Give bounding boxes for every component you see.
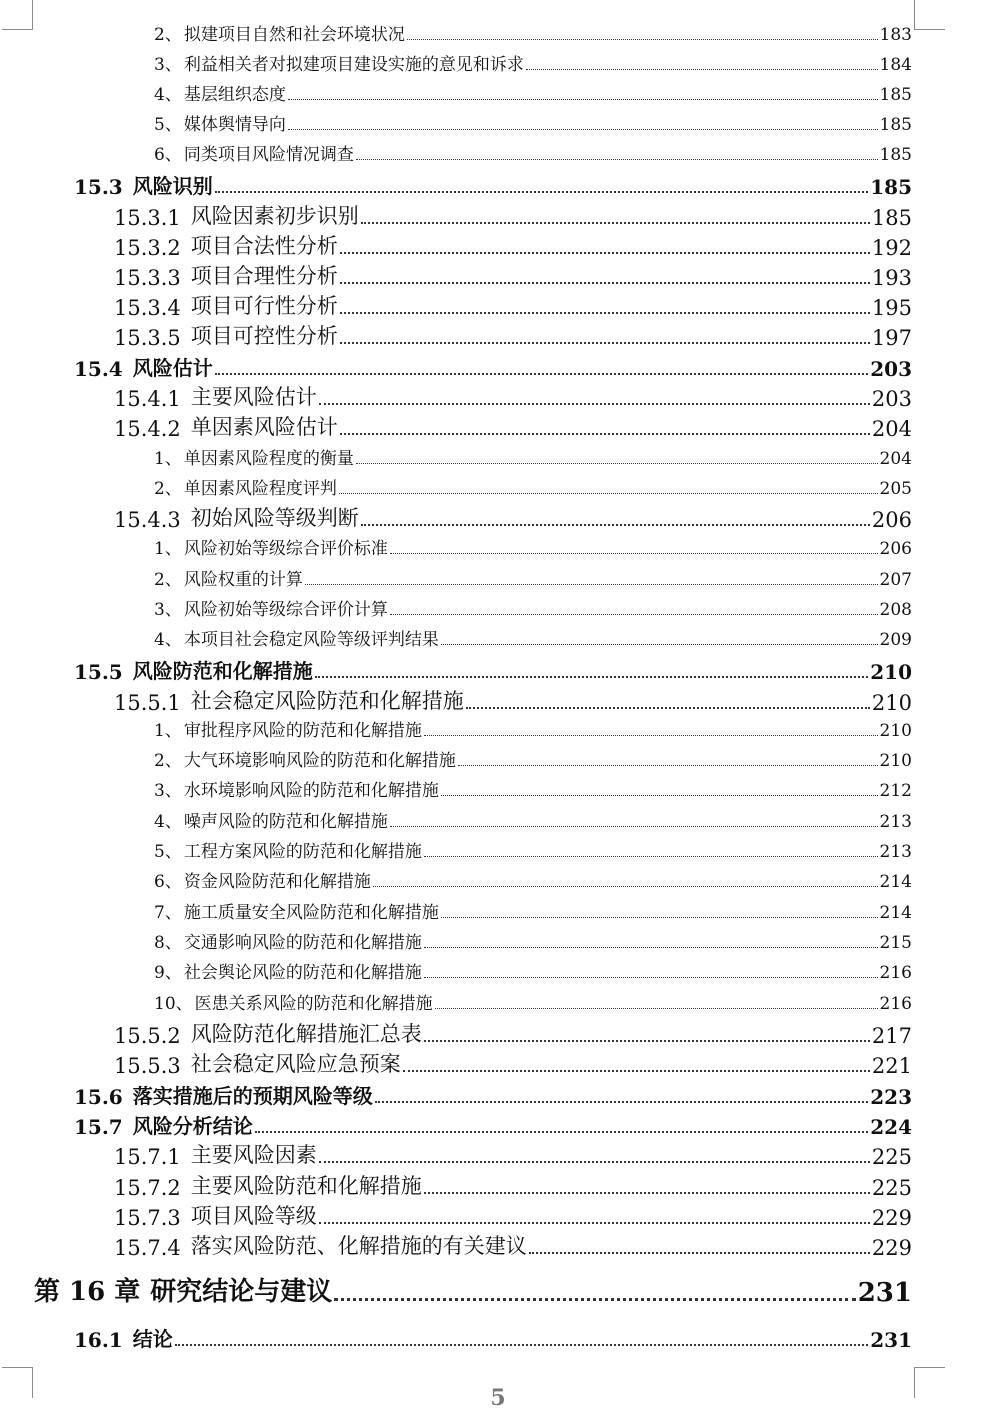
- toc-entry-title: 风险防范化解措施汇总表: [190, 1022, 422, 1046]
- toc-entry-title: 利益相关者对拟建项目建设实施的意见和诉求: [183, 55, 524, 75]
- toc-leader-dots: [319, 1161, 870, 1163]
- toc-entry[interactable]: [154, 810, 912, 832]
- toc-leader-dots: [526, 69, 878, 70]
- toc-entry[interactable]: [154, 447, 912, 469]
- toc-entry-title: 单因素风险程度的衡量: [183, 449, 354, 469]
- toc-entry[interactable]: [154, 961, 912, 983]
- toc-entry-page: 213: [879, 812, 912, 832]
- toc-leader-dots: [466, 707, 870, 709]
- toc-leader-dots: [356, 463, 878, 464]
- toc-entry-page: 185: [870, 175, 912, 199]
- toc-entry-page: 208: [879, 600, 912, 620]
- toc-entry-number: 5、: [154, 842, 182, 862]
- toc-entry-page: 210: [870, 660, 912, 684]
- toc-entry-title: 拟建项目自然和社会环境状况: [183, 25, 405, 45]
- toc-entry-title: 风险识别: [132, 174, 213, 198]
- toc-leader-dots: [458, 765, 878, 766]
- toc-entry-page: 206: [879, 539, 912, 559]
- toc-entry-page: 214: [879, 872, 912, 892]
- toc-leader-dots: [424, 1192, 870, 1194]
- toc-entry-title: 社会稳定风险应急预案: [190, 1052, 401, 1076]
- toc-leader-dots: [441, 644, 878, 645]
- toc-entry-number: 10、: [154, 994, 193, 1014]
- toc-entry-number: 15.7.4: [114, 1236, 181, 1260]
- toc-entry[interactable]: [154, 53, 912, 75]
- toc-entry-number: 8、: [154, 933, 182, 953]
- toc-entry-page: 214: [879, 903, 912, 923]
- toc-entry-page: 184: [879, 55, 912, 75]
- toc-entry-title: 媒体舆情导向: [183, 115, 286, 135]
- toc-entry[interactable]: [154, 83, 912, 105]
- toc-entry-title: 项目合理性分析: [190, 264, 338, 288]
- toc-leader-dots: [175, 1344, 869, 1346]
- toc-entry-title: 基层组织态度: [183, 85, 286, 105]
- toc-entry-title: 医患关系风险的防范和化解措施: [194, 994, 433, 1014]
- toc-leader-dots: [315, 676, 869, 678]
- toc-entry-title: 工程方案风险的防范和化解措施: [183, 842, 422, 862]
- toc-entry-title: 单因素风险程度评判: [183, 479, 337, 499]
- toc-leader-dots: [215, 373, 869, 375]
- toc-entry-title: 落实风险防范、化解措施的有关建议: [190, 1234, 527, 1258]
- toc-leader-dots: [424, 735, 878, 736]
- toc-entry-title: 落实措施后的预期风险等级: [132, 1084, 373, 1108]
- toc-entry-title: 社会舆论风险的防范和化解措施: [183, 963, 422, 983]
- toc-leader-dots: [407, 39, 878, 40]
- toc-entry-title: 项目风险等级: [190, 1204, 317, 1228]
- toc-leader-dots: [356, 159, 878, 160]
- toc-entry[interactable]: [154, 477, 912, 499]
- toc-entry-number: 15.6: [74, 1085, 123, 1109]
- toc-leader-dots: [334, 1298, 855, 1301]
- toc-entry-page: 193: [871, 266, 912, 290]
- toc-entry-title: 施工质量安全风险防范和化解措施: [183, 903, 439, 923]
- toc-entry-number: 15.7.1: [114, 1145, 181, 1169]
- toc-entry-title: 风险初始等级综合评价计算: [183, 600, 388, 620]
- toc-leader-dots: [441, 795, 878, 796]
- toc-entry-page: 203: [870, 357, 912, 381]
- toc-leader-dots: [340, 433, 870, 435]
- toc-entry-number: 16.1: [74, 1328, 123, 1352]
- toc-entry-number: 5、: [154, 115, 182, 135]
- toc-entry-title: 项目可行性分析: [190, 294, 338, 318]
- toc-entry[interactable]: [114, 1022, 912, 1048]
- toc-entry-title: 交通影响风险的防范和化解措施: [183, 933, 422, 953]
- toc-entry-title: 主要风险估计: [190, 385, 317, 409]
- toc-leader-dots: [339, 493, 878, 494]
- toc-entry[interactable]: [154, 628, 912, 650]
- toc-entry[interactable]: [34, 1274, 912, 1308]
- toc-entry-page: 209: [879, 630, 912, 650]
- toc-entry-number: 15.3: [74, 175, 123, 199]
- toc-entry-number: 2、: [154, 479, 182, 499]
- toc-entry[interactable]: [74, 658, 912, 684]
- toc-entry[interactable]: [114, 1204, 912, 1230]
- toc-entry-number: 1、: [154, 449, 182, 469]
- toc-entry-page: 204: [879, 449, 912, 469]
- toc-entry-title: 初始风险等级判断: [190, 506, 359, 530]
- toc-leader-dots: [215, 191, 869, 193]
- toc-entry[interactable]: [154, 143, 912, 165]
- toc-entry-title: 审批程序风险的防范和化解措施: [183, 721, 422, 741]
- toc-entry-page: 223: [870, 1085, 912, 1109]
- toc-entry-number: 4、: [154, 85, 182, 105]
- toc-entry-title: 风险分析结论: [132, 1114, 253, 1138]
- toc-entry-title: 本项目社会稳定风险等级评判结果: [183, 630, 439, 650]
- toc-entry[interactable]: [154, 840, 912, 862]
- toc-entry-number: 15.4.1: [114, 387, 181, 411]
- toc-entry-number: 15.5.2: [114, 1024, 181, 1048]
- toc-entry[interactable]: [74, 355, 912, 381]
- toc-entry-page: 185: [879, 85, 912, 105]
- toc-entry-page: 210: [871, 691, 912, 715]
- toc-leader-dots: [390, 553, 878, 554]
- toc-leader-dots: [424, 977, 878, 978]
- toc-entry[interactable]: [154, 901, 912, 923]
- toc-leader-dots: [319, 1222, 870, 1224]
- toc-entry[interactable]: [154, 719, 912, 741]
- toc-entry-page: 212: [879, 781, 912, 801]
- toc-entry-number: 15.7.3: [114, 1206, 181, 1230]
- toc-entry-title: 风险防范和化解措施: [132, 659, 313, 683]
- crop-mark-top-right: [914, 0, 945, 30]
- toc-entry-number: 2、: [154, 25, 182, 45]
- toc-entry[interactable]: [74, 1083, 912, 1109]
- toc-entry-number: 15.4.3: [114, 508, 181, 532]
- toc-entry[interactable]: [114, 689, 912, 715]
- toc-leader-dots: [435, 1008, 878, 1009]
- toc-entry-page: 192: [871, 236, 912, 260]
- toc-entry-number: 2、: [154, 751, 182, 771]
- toc-entry-number: 15.4: [74, 357, 123, 381]
- toc-leader-dots: [319, 403, 870, 405]
- toc-entry-title: 风险初始等级综合评价标准: [183, 539, 388, 559]
- toc-leader-dots: [441, 917, 878, 918]
- toc-entry-page: 225: [871, 1145, 912, 1169]
- toc-entry-title: 风险权重的计算: [183, 570, 303, 590]
- toc-entry[interactable]: [154, 931, 912, 953]
- toc-entry[interactable]: [114, 415, 912, 441]
- toc-entry-title: 资金风险防范和化解措施: [183, 872, 371, 892]
- crop-mark-top-left: [2, 0, 33, 30]
- toc-leader-dots: [305, 584, 878, 585]
- toc-leader-dots: [288, 99, 878, 100]
- toc-entry-title: 研究结论与建议: [150, 1277, 333, 1307]
- toc-entry-page: 225: [871, 1176, 912, 1200]
- toc-entry-page: 206: [871, 508, 912, 532]
- toc-entry-number: 3、: [154, 781, 182, 801]
- toc-entry-page: 207: [879, 570, 912, 590]
- toc-entry-number: 1、: [154, 721, 182, 741]
- toc-entry-number: 15.5.1: [114, 691, 181, 715]
- toc-entry[interactable]: [114, 234, 912, 260]
- toc-entry-number: 1、: [154, 539, 182, 559]
- toc-leader-dots: [390, 614, 878, 615]
- toc-entry-number: 15.7: [74, 1115, 123, 1139]
- toc-entry-title: 单因素风险估计: [190, 415, 338, 439]
- toc-entry-page: 221: [871, 1054, 912, 1078]
- toc-entry[interactable]: [114, 1052, 912, 1078]
- toc-leader-dots: [288, 129, 878, 130]
- toc-leader-dots: [255, 1131, 869, 1133]
- toc-leader-dots: [361, 222, 870, 224]
- toc-entry-page: 229: [871, 1236, 912, 1260]
- toc-entry[interactable]: [74, 173, 912, 199]
- toc-entry[interactable]: [114, 1174, 912, 1200]
- toc-entry-number: 9、: [154, 963, 182, 983]
- toc-entry[interactable]: [114, 264, 912, 290]
- toc-entry-page: 216: [879, 963, 912, 983]
- toc-entry-number: 15.3.5: [114, 326, 181, 350]
- toc-entry-title: 水环境影响风险的防范和化解措施: [183, 781, 439, 801]
- toc-entry-page: 224: [870, 1115, 912, 1139]
- toc-entry[interactable]: [154, 779, 912, 801]
- toc-entry[interactable]: [154, 23, 912, 45]
- toc-entry-title: 噪声风险的防范和化解措施: [183, 812, 388, 832]
- toc-entry-title: 主要风险防范和化解措施: [190, 1174, 422, 1198]
- toc-entry-number: 3、: [154, 55, 182, 75]
- toc-leader-dots: [361, 524, 870, 526]
- toc-leader-dots: [390, 826, 878, 827]
- toc-entry[interactable]: [114, 1143, 912, 1169]
- toc-entry-page: 205: [879, 479, 912, 499]
- toc-entry-number: 15.7.2: [114, 1176, 181, 1200]
- toc-entry-page: 231: [870, 1328, 912, 1352]
- toc-entry-title: 项目可控性分析: [190, 324, 338, 348]
- toc-entry-page: 231: [857, 1278, 912, 1308]
- toc-entry-number: 4、: [154, 630, 182, 650]
- toc-entry-number: 第 16 章: [34, 1277, 141, 1307]
- toc-leader-dots: [529, 1252, 870, 1254]
- toc-entry-page: 195: [871, 296, 912, 320]
- toc-entry-number: 15.3.3: [114, 266, 181, 290]
- toc-entry-number: 6、: [154, 145, 182, 165]
- toc-entry-page: 185: [879, 145, 912, 165]
- toc-leader-dots: [424, 1040, 870, 1042]
- toc-entry[interactable]: [114, 294, 912, 320]
- toc-entry-number: 15.3.1: [114, 206, 181, 230]
- toc-leader-dots: [403, 1070, 870, 1072]
- toc-entry-title: 社会稳定风险防范和化解措施: [190, 689, 464, 713]
- toc-entry-number: 15.5: [74, 660, 123, 684]
- toc-entry[interactable]: [154, 568, 912, 590]
- toc-entry-page: 229: [871, 1206, 912, 1230]
- toc-leader-dots: [340, 252, 870, 254]
- toc-leader-dots: [340, 282, 870, 284]
- toc-entry-number: 15.4.2: [114, 417, 181, 441]
- toc-entry-page: 210: [879, 751, 912, 771]
- toc-entry-page: 185: [879, 115, 912, 135]
- toc-entry-title: 风险因素初步识别: [190, 204, 359, 228]
- toc-entry[interactable]: [154, 598, 912, 620]
- toc-entry[interactable]: [114, 1234, 912, 1260]
- toc-entry-page: 217: [871, 1024, 912, 1048]
- toc-entry-number: 15.3.4: [114, 296, 181, 320]
- toc-leader-dots: [424, 856, 878, 857]
- toc-entry-title: 主要风险因素: [190, 1143, 317, 1167]
- toc-entry[interactable]: [114, 506, 912, 532]
- toc-leader-dots: [375, 1101, 869, 1103]
- toc-entry-number: 15.5.3: [114, 1054, 181, 1078]
- toc-entry-number: 4、: [154, 812, 182, 832]
- toc-entry[interactable]: [154, 992, 912, 1014]
- page-number: 5: [490, 1385, 506, 1411]
- toc-entry[interactable]: [74, 1326, 912, 1352]
- toc-entry-number: 7、: [154, 903, 182, 923]
- toc-entry-page: 215: [879, 933, 912, 953]
- toc-leader-dots: [424, 947, 878, 948]
- toc-entry[interactable]: [74, 1113, 912, 1139]
- toc-entry[interactable]: [154, 870, 912, 892]
- toc-entry-page: 197: [871, 326, 912, 350]
- toc-entry-number: 6、: [154, 872, 182, 892]
- toc-entry-title: 项目合法性分析: [190, 234, 338, 258]
- toc-entry-number: 15.3.2: [114, 236, 181, 260]
- toc-entry-page: 185: [871, 206, 912, 230]
- toc-entry-page: 203: [871, 387, 912, 411]
- toc-entry-title: 结论: [132, 1327, 173, 1351]
- toc-entry-title: 风险估计: [132, 356, 213, 380]
- toc-entry-number: 2、: [154, 570, 182, 590]
- toc-entry-title: 大气环境影响风险的防范和化解措施: [183, 751, 456, 771]
- toc-entry-page: 216: [879, 994, 912, 1014]
- toc-leader-dots: [340, 342, 870, 344]
- toc-entry[interactable]: [154, 537, 912, 559]
- toc-entry-page: 210: [879, 721, 912, 741]
- toc-entry-title: 同类项目风险情况调查: [183, 145, 354, 165]
- toc-entry[interactable]: [154, 749, 912, 771]
- toc-leader-dots: [373, 886, 878, 887]
- toc-entry[interactable]: [154, 113, 912, 135]
- toc-entry[interactable]: [114, 324, 912, 350]
- toc-entry-page: 183: [879, 25, 912, 45]
- toc-entry-number: 3、: [154, 600, 182, 620]
- toc-entry[interactable]: [114, 385, 912, 411]
- toc-entry[interactable]: [114, 204, 912, 230]
- toc-leader-dots: [340, 312, 870, 314]
- toc-entry-page: 213: [879, 842, 912, 862]
- toc-entry-page: 204: [871, 417, 912, 441]
